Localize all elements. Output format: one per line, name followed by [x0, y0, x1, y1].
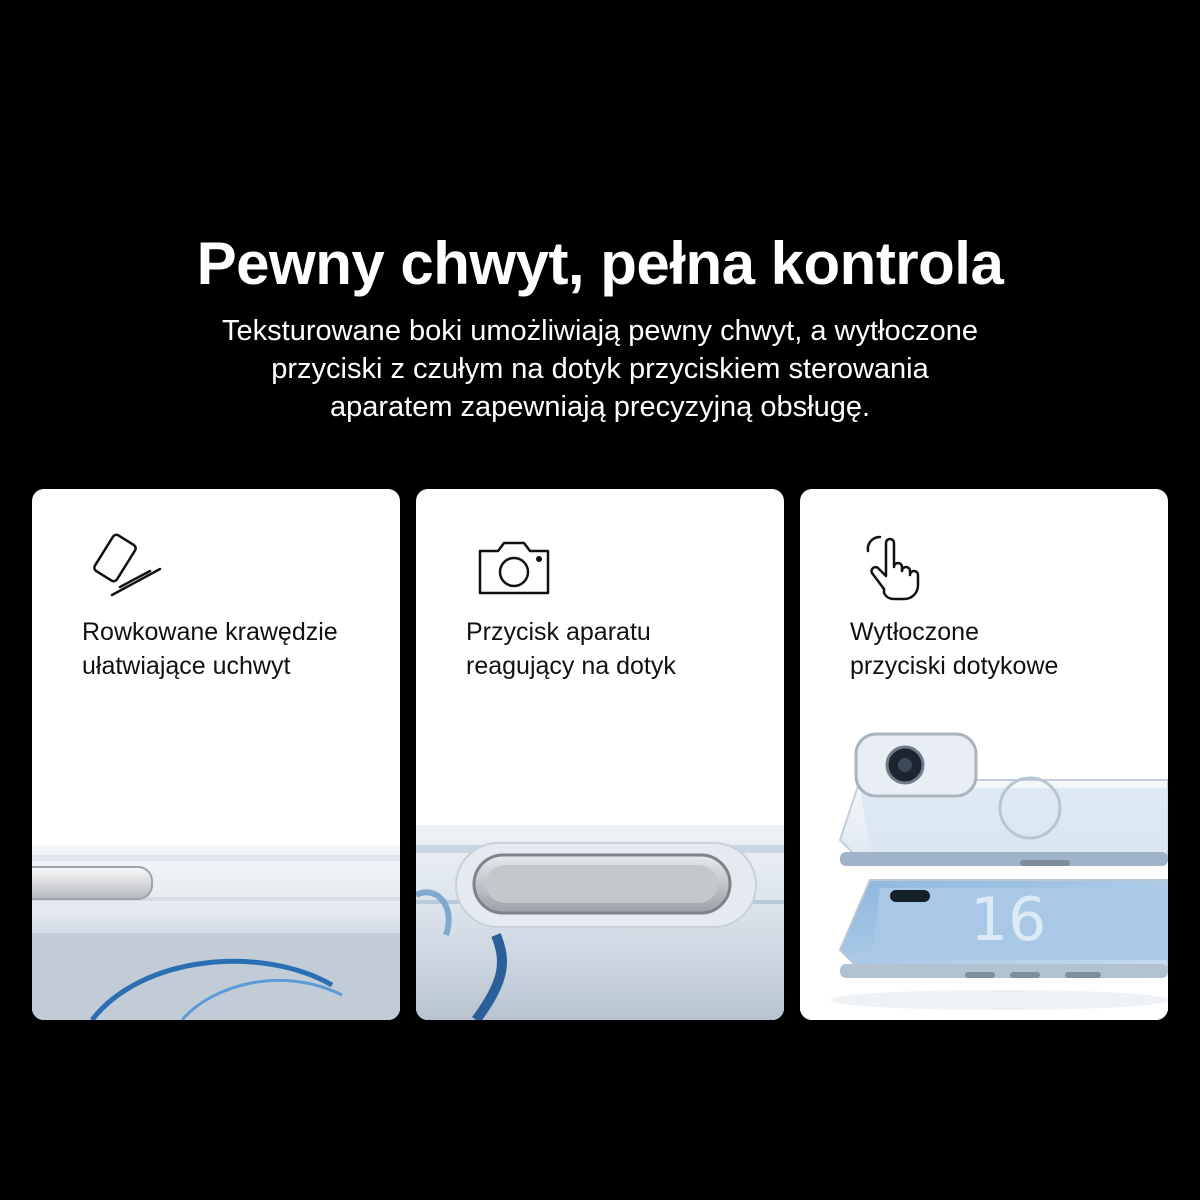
feature-card-text: [82, 615, 392, 683]
feature-card-line-1: Rowkowane krawędzie: [82, 618, 338, 646]
feature-card-embossed-buttons: [800, 489, 1168, 1020]
feature-card-line-2: przyciski dotykowe: [850, 652, 1059, 680]
touch-hand-icon: [858, 529, 938, 605]
camera-icon: [474, 529, 554, 605]
phone-case-photo: [800, 720, 1168, 1020]
feature-card-grooved-edges: [32, 489, 400, 1020]
feature-card-line-1: Przycisk aparatu: [466, 618, 651, 646]
feature-card-line-2: reagujący na dotyk: [466, 652, 676, 680]
subtext-line-2: przyciski z czułym na dotyk przyciskiem sterowania: [271, 353, 929, 385]
feature-card-text: [466, 615, 776, 683]
grooved-edge-photo: [32, 785, 400, 1020]
feature-card-line-2: ułatwiające uchwyt: [82, 652, 291, 680]
feature-card-text: [850, 615, 1160, 683]
page-headline: Pewny chwyt, pełna kontrola: [196, 230, 1004, 297]
svg-text:16: 16: [970, 885, 1047, 955]
subtext-line-1: Teksturowane boki umożliwiają pewny chwyt, a wytłoczone: [222, 315, 978, 347]
feature-card-line-1: Wytłoczone: [850, 618, 979, 646]
camera-button-photo: [416, 785, 784, 1020]
grooved-edge-icon: [90, 529, 170, 605]
page-subtext: [100, 312, 1100, 426]
feature-card-camera-button: [416, 489, 784, 1020]
subtext-line-3: aparatem zapewniają precyzyjną obsługę.: [329, 391, 871, 423]
